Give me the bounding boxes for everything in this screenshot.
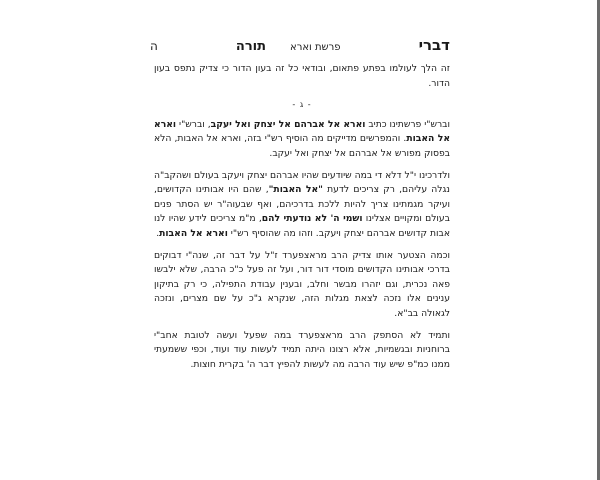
p2-text-a: ולדרכינו י"ל דלא די במה שיודעים שהיו אברהם יצחק ויעקב בעולם ושהקב"ה נגלה עליהם, רק צריכים לדעת [154, 169, 450, 196]
header-torah: תורה [235, 39, 267, 54]
page-body [154, 62, 450, 379]
header-parsha: פרשת וארא [290, 42, 341, 53]
p2-bold-verse: ושמי ה' לא נודעתי להם [261, 213, 363, 225]
p2-text-c: , שהם היו אבותינו הקדושים, ועיקר מגמתינו צריך להיות ללכת בדרכיהם, ואף שבעוה"ר יש הסתר פנים בעולם ומקויים אצלינו [154, 184, 450, 225]
page-number-letter: ה [150, 39, 158, 53]
header-center [236, 39, 341, 54]
paragraph-0: זה הלך לעולמו בפתע פתאום, ובודאי כל זה בעון הדור כי צדיק נתפס בעון הדור. [154, 63, 450, 89]
p1-bold-rashi: וארא אל האבות [154, 118, 451, 145]
paragraph-3: וכמה הצטער אותו צדיק הרב מראצפערד ז"ל על דבר זה, שנה"י דבוקים בדרכי אבותינו הקדושים מוסדי דור דור, ועל זה פעל כ"כ הרבה, שלא ילבשו פאה נכרית, וגם יזהרו מבשר וחלב, ובענין עבודת התפילה, כי רק בתיקון ענינים אלו נזכה לצאת מגלות הזה, שנקרא ג"כ על שם מצרים, ונזכה לגאולה בב"א. [154, 249, 450, 319]
p1-bold-verse: וארא אל אברהם אל יצחק ואל יעקב [210, 118, 366, 130]
p2-text-d: , מ"מ צריכים לידע שהיו לנו אבות קדושים אברהם יצחק ויעקב. וזהו מה שהוסיף רש"י [154, 213, 450, 239]
p1-text-a: וברש"י פרשתינו כתיב [365, 118, 450, 130]
page-header [150, 36, 450, 58]
paragraph-4: ותמיד לא הסתפק הרב מראצפערד במה שפעל ועשה לטובת אחב"י ברוחניות ובגשמיות, אלא רצונו היתה תמיד לעשות עוד ועוד, וכפי ששמעתי ממנו כמ"פ שיש עוד הרבה מה לעשות להפיץ דבר ה' בקרית חוצות. [154, 329, 450, 370]
paragraph-1 [154, 118, 450, 162]
p2-text-e: . [156, 227, 160, 239]
p2-bold-rashi: וארא אל האבות [159, 227, 228, 239]
p1-text-d: . והמפרשים מדייקים מה הוסיף רש"י בזה, וארא אל האבות, הלא בפסוק מפורש אל אברהם אל יצחק ואל יעקב. [154, 133, 450, 159]
section-marker: - ג - [292, 100, 312, 110]
p1-text-c: , וברש"י [176, 118, 211, 130]
header-title: דברי [418, 36, 450, 54]
paragraph-2 [154, 169, 450, 242]
p2-bold-avot: "אל האבות" [268, 184, 323, 196]
